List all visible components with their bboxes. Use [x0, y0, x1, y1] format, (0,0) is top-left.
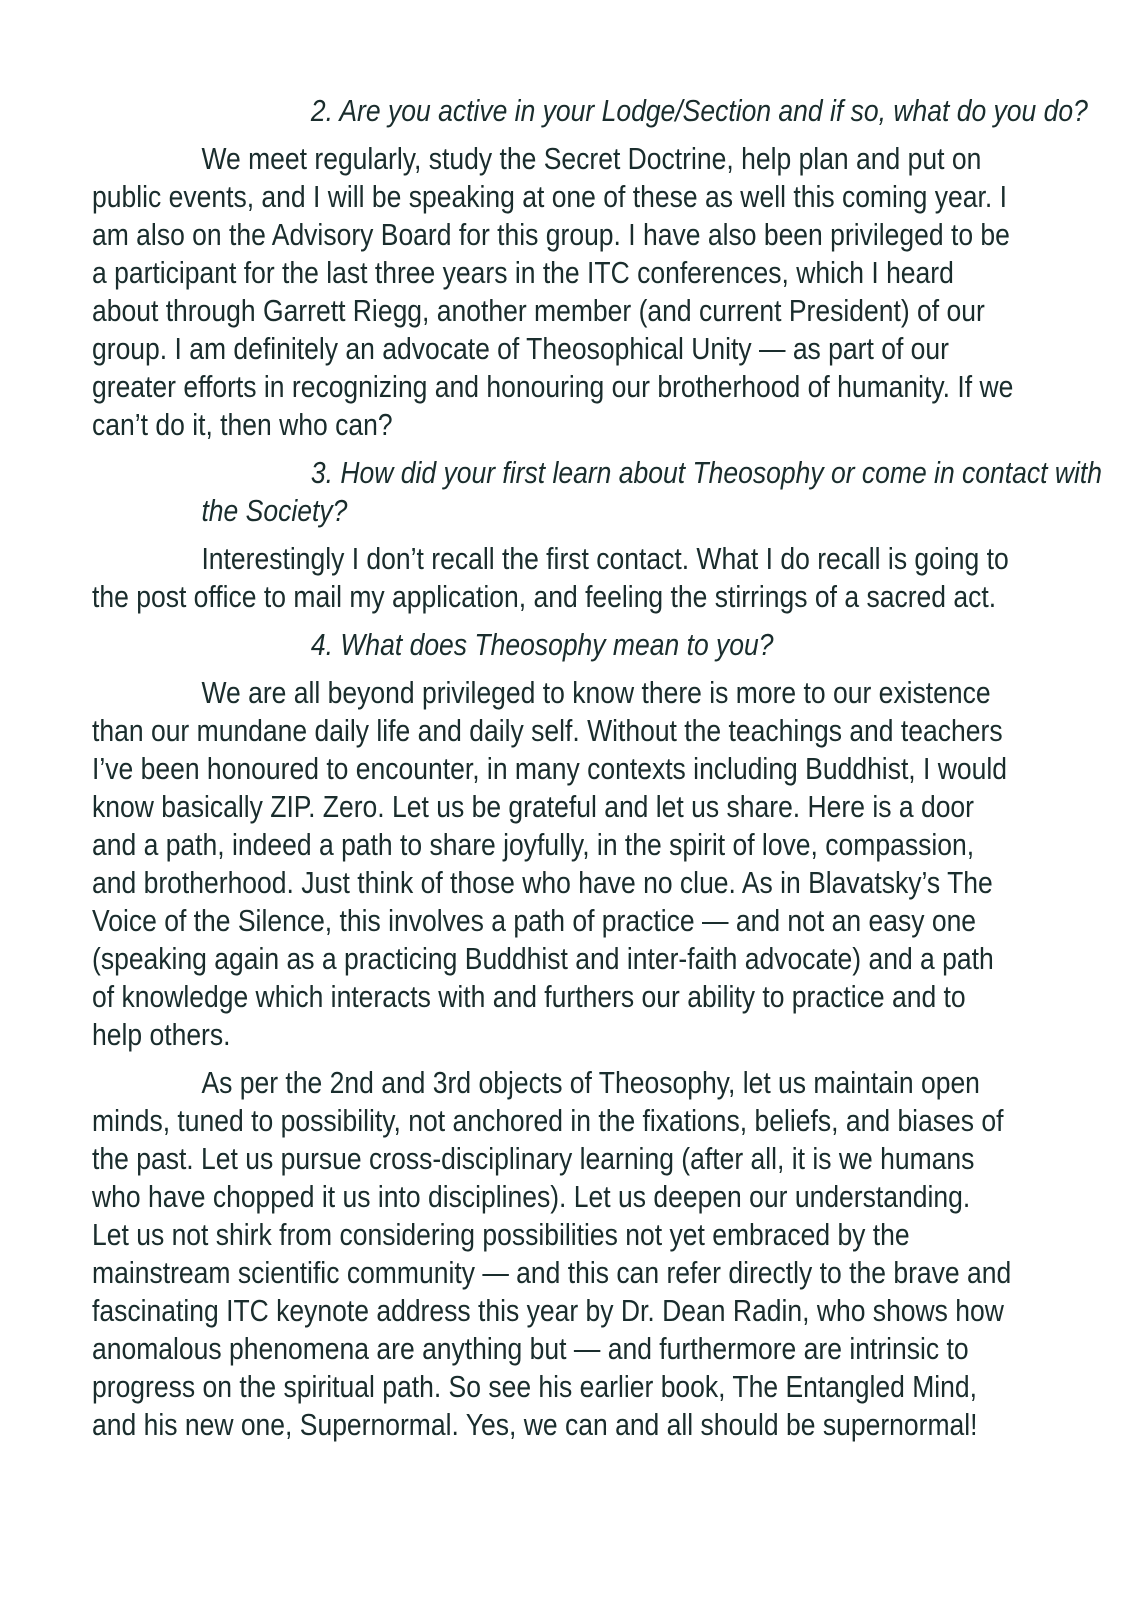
answer-line: and brotherhood. Just think of those who have no clue. As in Blavatsky’s The	[92, 865, 993, 900]
answer-line: (speaking again as a practicing Buddhist and inter-faith advocate) and a path	[92, 941, 994, 976]
answer-line: fascinating ITC keynote address this year by Dr. Dean Radin, who shows how	[92, 1293, 1004, 1328]
answer-line: who have chopped it us into disciplines). Let us deepen our understanding.	[92, 1179, 971, 1214]
answer-line: anomalous phenomena are anything but — and furthermore are intrinsic to	[92, 1331, 969, 1366]
answer-line: Let us not shirk from considering possibilities not yet embraced by the	[92, 1217, 910, 1252]
answer-line: and a path, indeed a path to share joyfully, in the spirit of love, compassion,	[92, 827, 975, 862]
question-4	[92, 626, 1033, 664]
question-3-line: the Society?	[201, 493, 348, 528]
answer-line: the past. Let us pursue cross-disciplinary learning (after all, it is we humans	[92, 1141, 975, 1176]
answer-line: know basically ZIP. Zero. Let us be grateful and let us share. Here is a door	[92, 789, 975, 824]
answer-line: group. I am definitely an advocate of Theosophical Unity — as part of our	[92, 331, 949, 366]
question-3	[92, 454, 1103, 530]
answer-2-paragraph	[92, 140, 1033, 444]
answer-3-paragraph	[92, 540, 1033, 616]
document-page	[92, 92, 1138, 1444]
answer-line: public events, and I will be speaking at one of these as well this coming year. I	[92, 179, 1007, 214]
question-2	[92, 92, 1088, 130]
answer-line: Interestingly I don’t recall the first contact. What I do recall is going to	[201, 541, 1009, 576]
answer-line: about through Garrett Riegg, another member (and current President) of our	[92, 293, 985, 328]
answer-line: than our mundane daily life and daily self. Without the teachings and teachers	[92, 713, 1003, 748]
answer-line: We meet regularly, study the Secret Doctrine, help plan and put on	[201, 141, 982, 176]
question-4-text: 4. What does Theosophy mean to you?	[310, 627, 774, 662]
answer-line: and his new one, Supernormal. Yes, we can and all should be supernormal!	[92, 1407, 978, 1442]
document-body	[92, 92, 1103, 1444]
answer-line: mainstream scientific community — and this can refer directly to the brave and	[92, 1255, 1012, 1290]
answer-line: greater efforts in recognizing and honouring our brotherhood of humanity. If we	[92, 369, 1014, 404]
answer-line: of knowledge which interacts with and furthers our ability to practice and to	[92, 979, 966, 1014]
question-2-text: 2. Are you active in your Lodge/Section and if so, what do you do?	[310, 93, 1088, 128]
answer-line: We are all beyond privileged to know there is more to our existence	[201, 675, 991, 710]
answer-line: I’ve been honoured to encounter, in many contexts including Buddhist, I would	[92, 751, 1008, 786]
answer-line: am also on the Advisory Board for this group. I have also been privileged to be	[92, 217, 1010, 252]
answer-line: As per the 2nd and 3rd objects of Theosophy, let us maintain open	[201, 1065, 980, 1100]
answer-line: the post office to mail my application, and feeling the stirrings of a sacred act.	[92, 579, 997, 614]
answer-4-paragraph-2	[92, 1064, 1033, 1444]
answer-line: progress on the spiritual path. So see his earlier book, The Entangled Mind,	[92, 1369, 978, 1404]
answer-4-paragraph-1	[92, 674, 1033, 1054]
answer-line: Voice of the Silence, this involves a path of practice — and not an easy one	[92, 903, 977, 938]
answer-line: minds, tuned to possibility, not anchored in the fixations, beliefs, and biases of	[92, 1103, 1004, 1138]
question-3-line: 3. How did your first learn about Theosophy or come in contact with	[310, 455, 1103, 490]
answer-line: help others.	[92, 1017, 231, 1052]
answer-line: a participant for the last three years in the ITC conferences, which I heard	[92, 255, 954, 290]
answer-line: can’t do it, then who can?	[92, 407, 393, 442]
